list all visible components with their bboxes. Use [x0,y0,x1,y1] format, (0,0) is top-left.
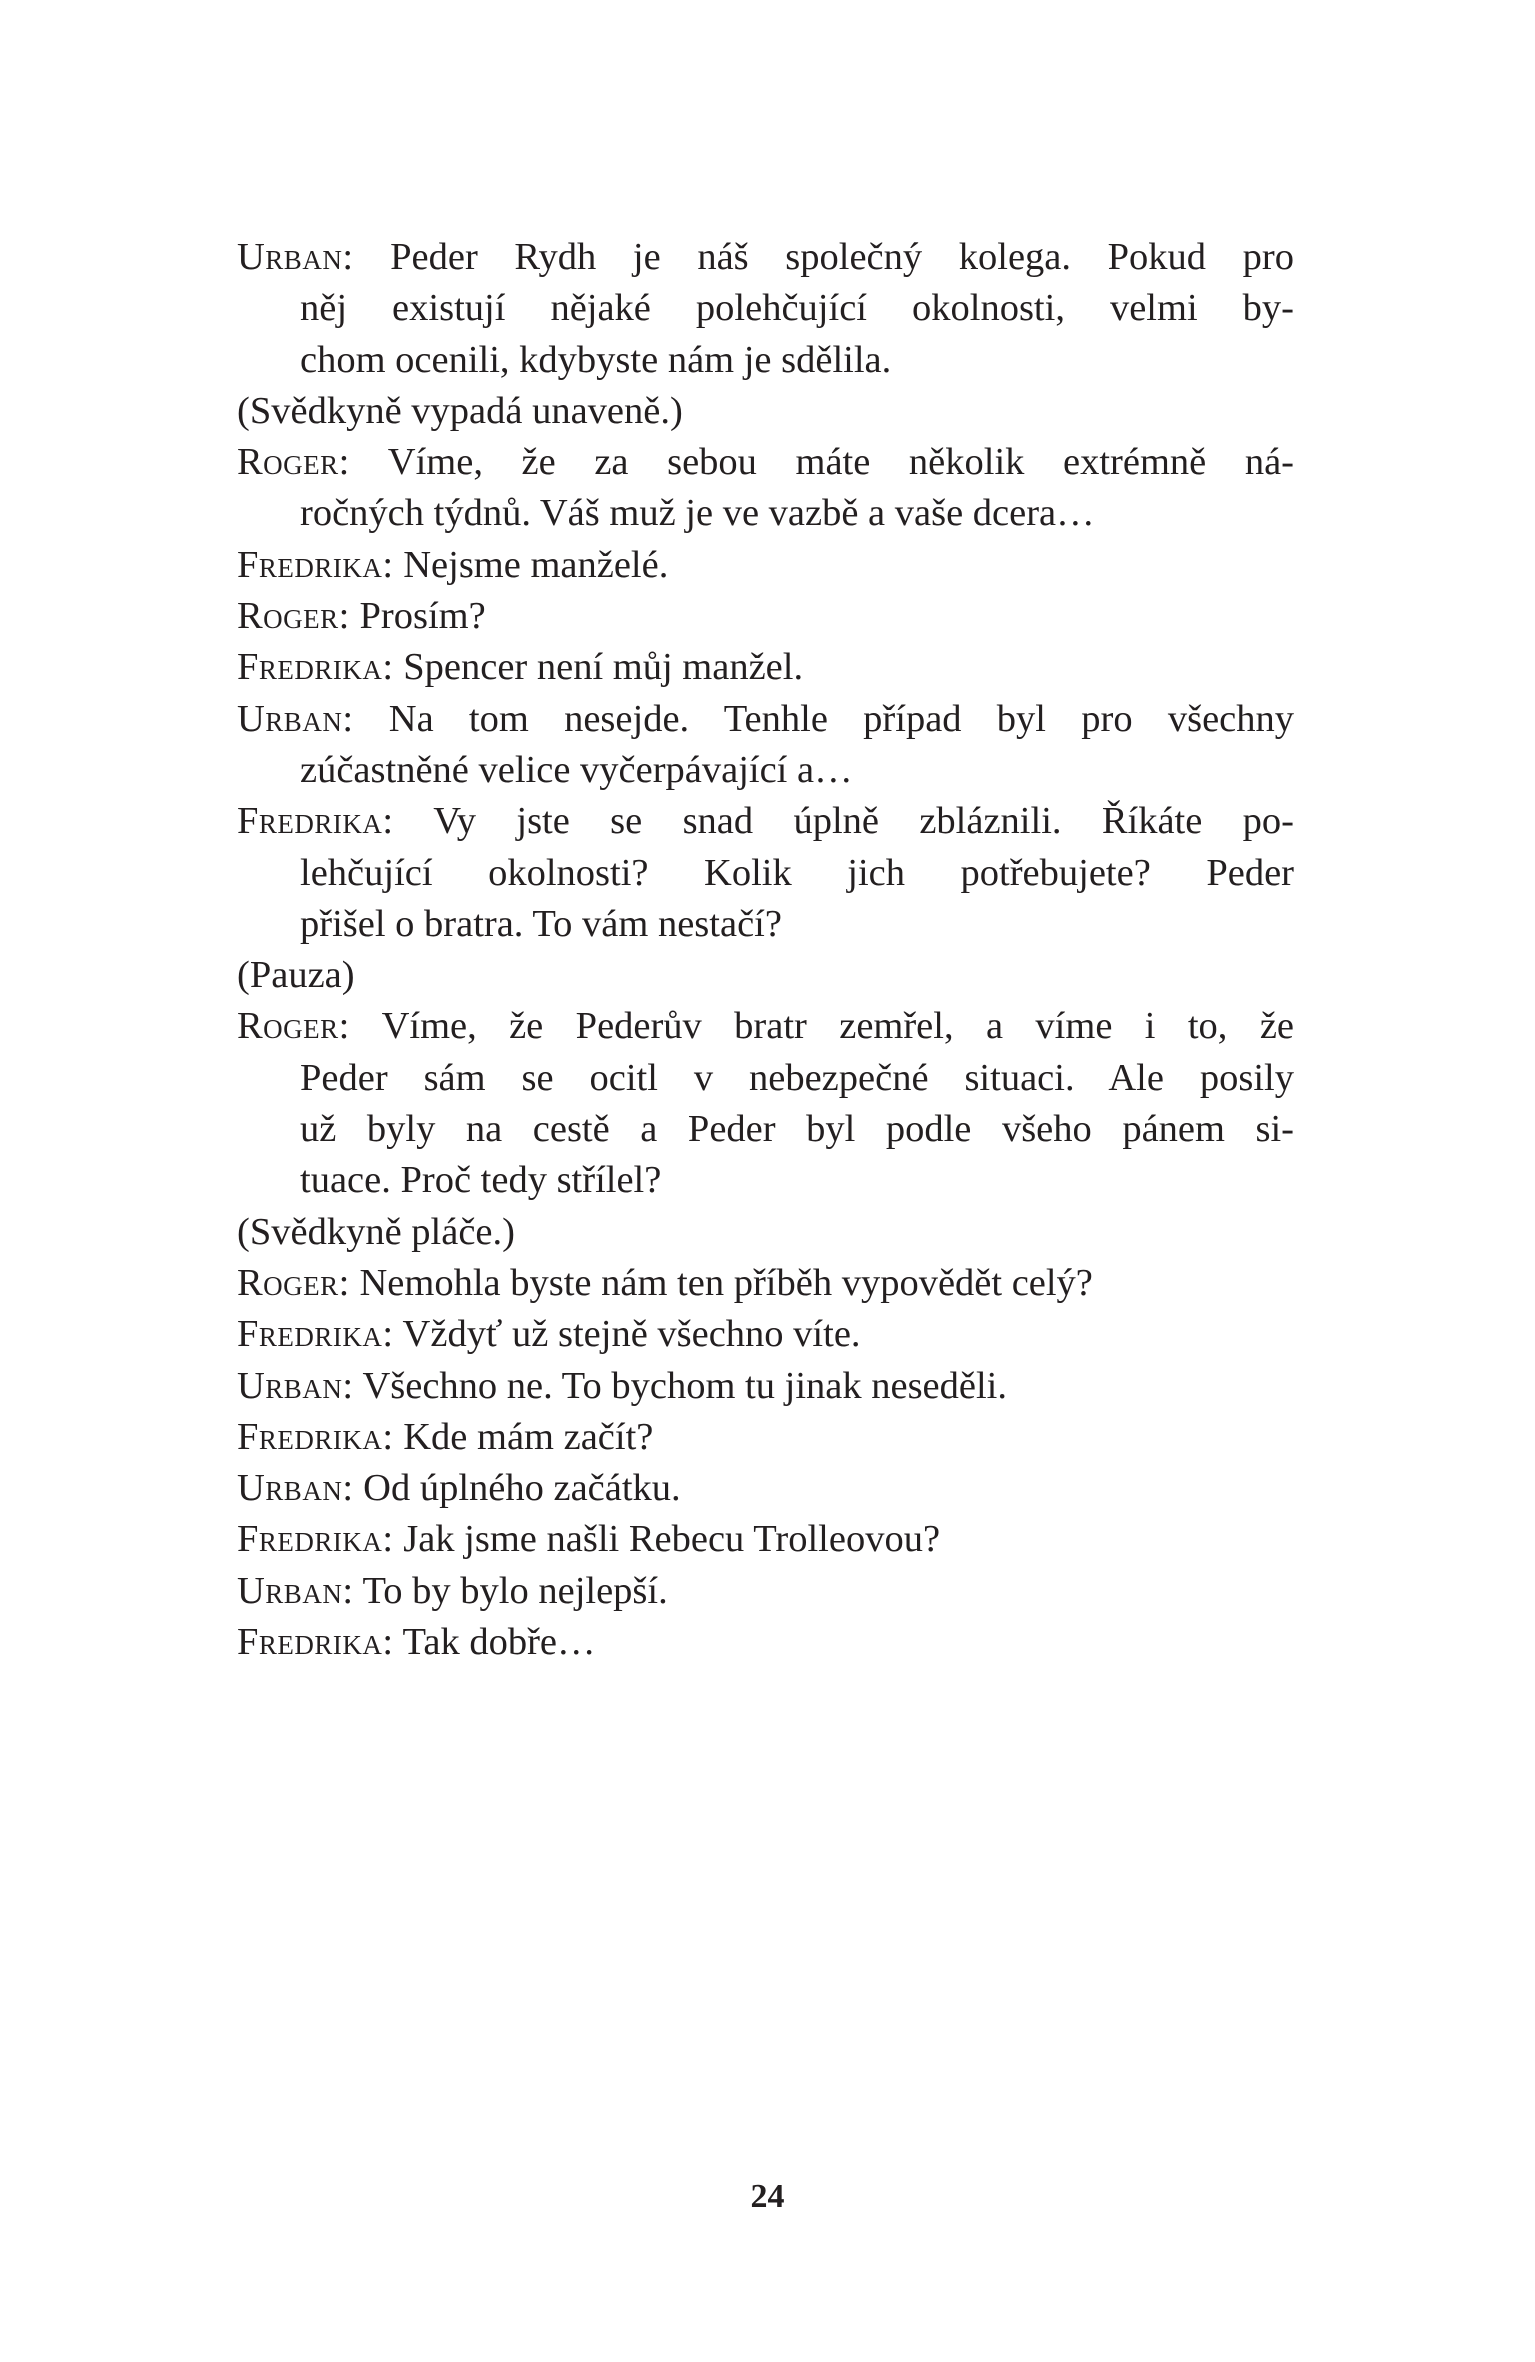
dialogue-entry [237,1514,1294,1565]
dialogue-entry [237,1258,1294,1309]
speech-text: zúčastněné velice vyčerpávající a… [300,748,853,791]
dialogue-entry [237,1617,1294,1668]
speech-first-line [237,540,1294,591]
speech-continuation-line [237,1104,1294,1155]
speaker-name: Urban: [237,1467,354,1510]
speech-first-line [237,1617,1294,1668]
speech-first-line [237,694,1294,745]
speech-text: Nemohla byste nám ten příběh vypovědět celý? [359,1261,1093,1304]
dialogue-entry [237,437,1294,540]
stage-direction: (Svědkyně vypadá unaveně.) [237,389,683,432]
dialogue-entry [237,694,1294,797]
speech-continuation-line [237,899,1294,950]
speaker-name: Urban: [237,1569,354,1612]
page-number: 24 [750,2178,785,2215]
speech-text: Od úplného začátku. [363,1467,681,1510]
speech-continuation-line [237,335,1294,386]
dialogue-entry [237,796,1294,950]
speaker-name: Fredrika: [237,1415,394,1458]
speech-text: už byly na cestě a Peder byl podle všeho pánem si- [300,1108,1294,1151]
speech-continuation-line [237,283,1294,334]
speech-continuation-line [237,1053,1294,1104]
speech-first-line [237,1463,1294,1514]
stage-direction: (Pauza) [237,954,355,997]
speech-text: Peder sám se ocitl v nebezpečné situaci. Ale posily [300,1056,1294,1099]
speech-first-line [237,1566,1294,1617]
dialogue-entry [237,232,1294,386]
speech-text: To by bylo nejlepší. [362,1569,668,1612]
speech-continuation-line [237,848,1294,899]
speech-first-line [237,1514,1294,1565]
speech-text: Prosím? [359,595,486,638]
speech-continuation-line [237,1155,1294,1206]
speaker-name: Urban: [237,697,354,740]
speech-text: Všechno ne. To bychom tu jinak neseděli. [362,1364,1007,1407]
speech-first-line [237,1412,1294,1463]
speaker-name: Roger: [237,595,350,638]
dialogue-entry [237,1463,1294,1514]
speech-text: tuace. Proč tedy střílel? [300,1159,662,1202]
speaker-name: Fredrika: [237,800,394,843]
dialogue-entry [237,1001,1294,1206]
speech-first-line [237,232,1294,283]
speech-text: Tak dobře… [402,1621,596,1664]
dialogue-entry [237,1309,1294,1360]
speech-text: Vždyť už stejně všechno víte. [402,1313,861,1356]
speech-first-line [237,796,1294,847]
speaker-name: Urban: [237,236,354,278]
speech-text: Vy jste se snad úplně zbláznili. Říkáte po- [433,800,1294,843]
dialogue-entry [237,1412,1294,1463]
speaker-name: Fredrika: [237,1313,394,1356]
speech-first-line [237,642,1294,693]
dialogue-entry [237,540,1294,591]
speech-text: přišel o bratra. To vám nestačí? [300,902,782,945]
speech-text: Víme, že Pederův bratr zemřel, a víme i to, že [381,1005,1294,1048]
speech-continuation-line [237,488,1294,539]
speech-text: Kde mám začít? [403,1415,654,1458]
speaker-name: Fredrika: [237,1518,394,1561]
speech-first-line [237,1258,1294,1309]
speaker-name: Fredrika: [237,646,394,689]
speech-first-line [237,1361,1294,1412]
speaker-name: Roger: [237,1261,350,1304]
speech-text: chom ocenili, kdybyste nám je sdělila. [300,338,892,381]
dialogue-text [237,232,1294,1668]
speech-text: Spencer není můj manžel. [403,646,804,689]
speech-text: Peder Rydh je náš společný kolega. Pokud pro [390,236,1294,278]
speech-text: Víme, že za sebou máte několik extrémně ná- [387,441,1294,484]
dialogue-entry [237,1566,1294,1617]
speech-text: lehčující okolnosti? Kolik jich potřebujete? Peder [300,851,1294,894]
speaker-name: Fredrika: [237,543,394,586]
speaker-name: Fredrika: [237,1621,394,1664]
speech-text: Nejsme manželé. [403,543,669,586]
speech-text: Jak jsme našli Rebecu Trolleovou? [403,1518,941,1561]
speech-first-line [237,1001,1294,1052]
speech-text: něj existují nějaké polehčující okolnosti, velmi by- [300,287,1294,330]
speech-first-line [237,437,1294,488]
speaker-name: Roger: [237,1005,350,1048]
dialogue-entry [237,1361,1294,1412]
speech-text: Na tom nesejde. Tenhle případ byl pro všechny [388,697,1294,740]
dialogue-entry [237,642,1294,693]
speech-continuation-line [237,745,1294,796]
speech-text: ročných týdnů. Váš muž je ve vazbě a vaše dcera… [300,492,1095,535]
stage-direction: (Svědkyně pláče.) [237,1210,515,1253]
speaker-name: Roger: [237,441,350,484]
speech-first-line [237,591,1294,642]
dialogue-entry [237,591,1294,642]
speaker-name: Urban: [237,1364,354,1407]
speech-first-line [237,1309,1294,1360]
